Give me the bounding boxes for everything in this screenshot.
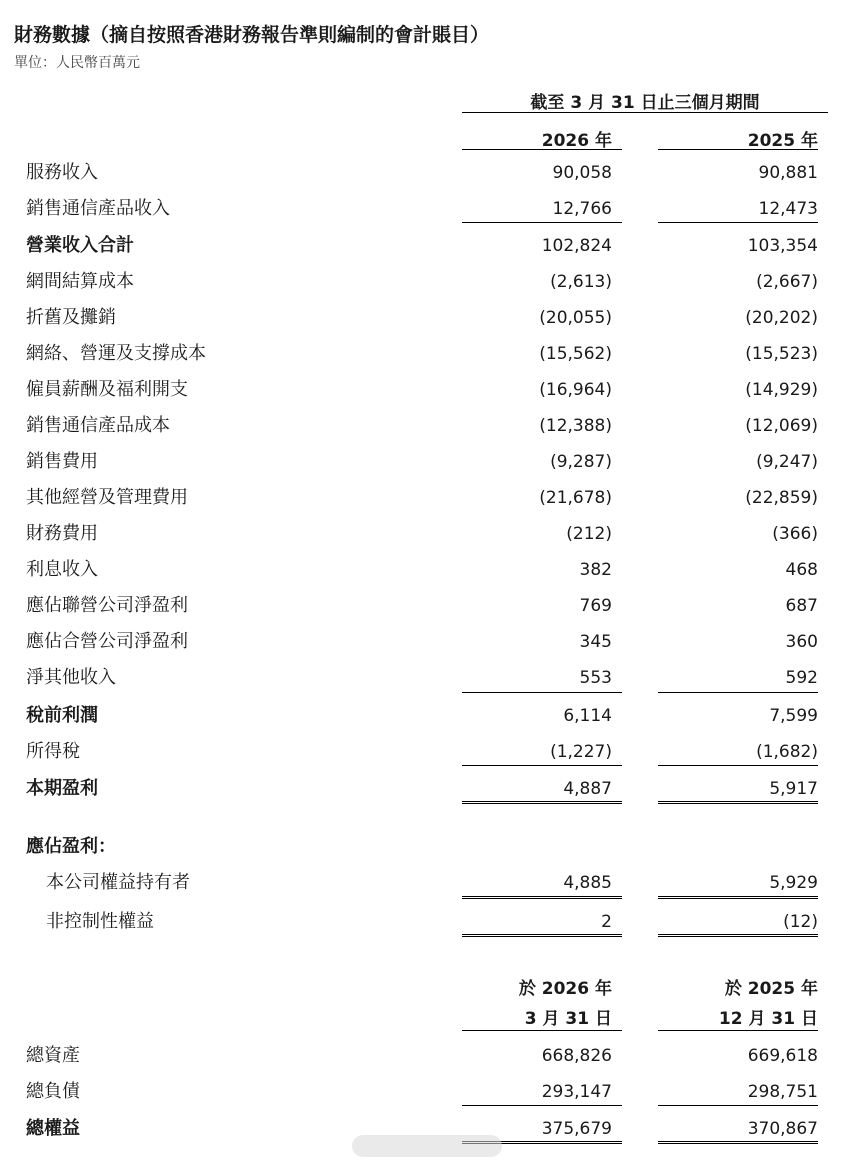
value-2026: (1,227)	[550, 742, 612, 762]
row-label: 銷售通信產品成本	[26, 415, 170, 436]
table-row	[0, 778, 855, 814]
value-2025: (2,667)	[756, 272, 818, 292]
value-2026: (20,055)	[539, 308, 612, 328]
double-underline	[462, 801, 622, 804]
year-header-2026: 2026 年	[541, 131, 612, 151]
double-underline	[658, 934, 818, 937]
table-row	[0, 559, 855, 595]
value-2026: 6,114	[563, 706, 612, 726]
underline	[462, 1030, 622, 1031]
value-2025: 370,867	[747, 1119, 818, 1139]
value-2025: 669,618	[747, 1046, 818, 1066]
double-underline	[658, 1141, 818, 1144]
value-2025: (14,929)	[745, 380, 818, 400]
value-2025: (366)	[772, 524, 818, 544]
value-2026: (16,964)	[539, 380, 612, 400]
row-label: 本公司權益持有者	[46, 872, 190, 893]
period-rule	[462, 112, 828, 113]
row-label: 服務收入	[26, 162, 98, 183]
year-header-2025: 2025 年	[747, 131, 818, 151]
value-2026: (12,388)	[539, 416, 612, 436]
row-label: 財務費用	[26, 523, 98, 544]
row-label: 折舊及攤銷	[26, 307, 116, 328]
row-label: 應佔聯營公司淨盈利	[26, 595, 188, 616]
row-label: 應佔合營公司淨盈利	[26, 631, 188, 652]
value-2026: 382	[579, 560, 612, 580]
row-label: 利息收入	[26, 559, 98, 580]
value-2025: (15,523)	[745, 344, 818, 364]
row-label: 非控制性權益	[46, 911, 154, 932]
table-row	[0, 705, 855, 741]
underline	[658, 1030, 818, 1031]
balance-header-2025-year: 於 2025 年	[724, 979, 818, 999]
balance-header-2026-year: 於 2026 年	[518, 979, 612, 999]
table-row	[0, 1045, 855, 1081]
double-underline	[658, 801, 818, 804]
table-row	[0, 235, 855, 271]
year-rule-2026	[462, 149, 622, 150]
value-2026: (2,613)	[550, 272, 612, 292]
underline	[462, 692, 622, 693]
value-2025: 90,881	[758, 163, 818, 183]
watermark	[352, 1135, 502, 1157]
value-2025: (1,682)	[756, 742, 818, 762]
value-2025: 468	[785, 560, 818, 580]
value-2025: 5,929	[769, 873, 818, 893]
double-underline	[462, 896, 622, 899]
underline	[658, 1105, 818, 1106]
row-label: 僱員薪酬及福利開支	[26, 379, 188, 400]
value-2025: 592	[785, 668, 818, 688]
value-2025: (20,202)	[745, 308, 818, 328]
underline	[658, 222, 818, 223]
underline	[462, 1105, 622, 1106]
value-2025: 7,599	[769, 706, 818, 726]
value-2025: 12,473	[758, 199, 818, 219]
value-2026: (21,678)	[539, 488, 612, 508]
balance-header-2025-date: 12 月 31 日	[718, 1009, 818, 1029]
value-2026: (9,287)	[550, 452, 612, 472]
row-label: 營業收入合計	[26, 235, 134, 256]
year-rule-2025	[658, 149, 818, 150]
value-2026: (15,562)	[539, 344, 612, 364]
row-label: 銷售費用	[26, 451, 98, 472]
value-2026: 12,766	[552, 199, 612, 219]
table-row	[0, 1081, 855, 1117]
value-2026: 769	[579, 596, 612, 616]
value-2026: 2	[601, 912, 612, 932]
table-row	[0, 911, 855, 947]
table-row	[0, 523, 855, 559]
underline	[462, 222, 622, 223]
value-2026: 4,885	[563, 873, 612, 893]
table-row	[0, 162, 855, 198]
value-2025: 5,917	[769, 779, 818, 799]
row-label: 網間結算成本	[26, 271, 134, 292]
underline	[462, 765, 622, 766]
row-label: 稅前利潤	[26, 705, 98, 726]
row-label: 銷售通信產品收入	[26, 198, 170, 219]
row-label: 其他經營及管理費用	[26, 487, 188, 508]
table-row	[0, 307, 855, 343]
row-label: 網絡、營運及支撐成本	[26, 343, 206, 364]
section-header-row	[0, 836, 855, 872]
table-row	[0, 595, 855, 631]
table-row	[0, 415, 855, 451]
underline	[658, 692, 818, 693]
table-row	[0, 198, 855, 234]
value-2026: 553	[579, 668, 612, 688]
table-row	[0, 741, 855, 777]
row-label: 總負債	[26, 1081, 80, 1102]
table-row	[0, 379, 855, 415]
row-label: 所得稅	[26, 741, 80, 762]
period-header: 截至 3 月 31 日止三個月期間	[530, 93, 760, 113]
table-row	[0, 343, 855, 379]
table-row	[0, 631, 855, 667]
balance-header-2026-date: 3 月 31 日	[524, 1009, 612, 1029]
row-label: 總資產	[26, 1045, 80, 1066]
value-2025: 360	[785, 632, 818, 652]
value-2026: 375,679	[541, 1119, 612, 1139]
unit-note: 單位：人民幣百萬元	[14, 55, 140, 71]
value-2025: 687	[785, 596, 818, 616]
row-label: 淨其他收入	[26, 667, 116, 688]
value-2026: 90,058	[552, 163, 612, 183]
table-row	[0, 271, 855, 307]
page-title: 財務數據（摘自按照香港財務報告準則編制的會計賬目）	[14, 24, 490, 46]
value-2026: 102,824	[541, 236, 612, 256]
value-2026: 4,887	[563, 779, 612, 799]
attributable-header: 應佔盈利：	[26, 836, 116, 857]
value-2025: 298,751	[747, 1082, 818, 1102]
value-2026: 345	[579, 632, 612, 652]
value-2025: (22,859)	[745, 488, 818, 508]
double-underline	[462, 934, 622, 937]
value-2026: 293,147	[541, 1082, 612, 1102]
value-2025: (12,069)	[745, 416, 818, 436]
value-2026: (212)	[566, 524, 612, 544]
value-2026: 668,826	[541, 1046, 612, 1066]
value-2025: (12)	[783, 912, 818, 932]
double-underline	[658, 896, 818, 899]
value-2025: (9,247)	[756, 452, 818, 472]
value-2025: 103,354	[747, 236, 818, 256]
row-label: 本期盈利	[26, 778, 98, 799]
underline	[658, 765, 818, 766]
table-row	[0, 451, 855, 487]
table-row	[0, 487, 855, 523]
row-label: 總權益	[26, 1118, 80, 1139]
table-row	[0, 667, 855, 703]
table-row	[0, 872, 855, 908]
